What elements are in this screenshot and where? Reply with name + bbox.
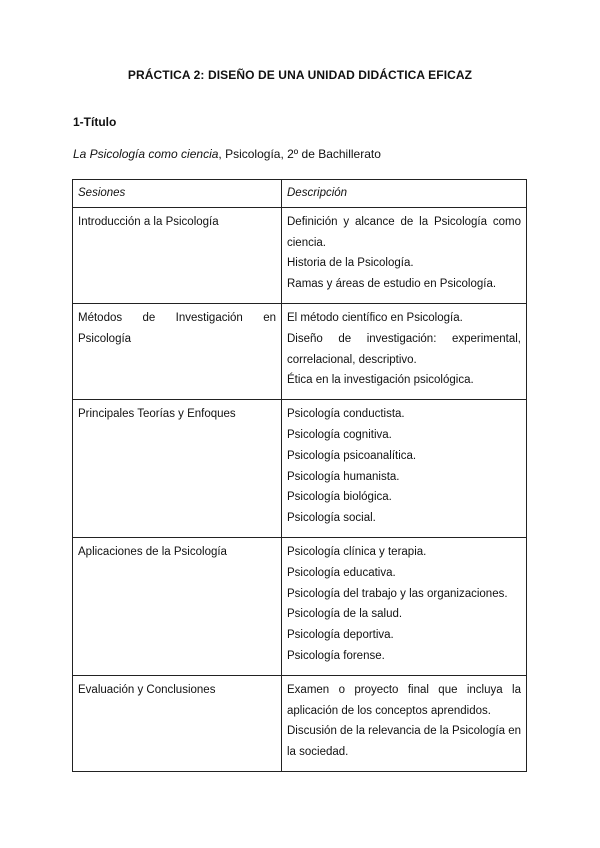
description-item: El método científico en Psicología. bbox=[287, 311, 463, 324]
session-description bbox=[282, 303, 527, 399]
session-name: Métodos de Investigación en Psicología bbox=[73, 303, 282, 399]
unit-subject-line bbox=[73, 147, 381, 161]
session-name: Aplicaciones de la Psicología bbox=[73, 537, 282, 675]
description-item: Psicología deportiva. bbox=[287, 629, 394, 642]
description-item: Psicología conductista. bbox=[287, 408, 405, 421]
column-header-description: Descripción bbox=[282, 180, 527, 208]
description-item: Psicología forense. bbox=[287, 649, 385, 662]
sessions-table bbox=[72, 179, 527, 772]
session-description bbox=[282, 537, 527, 675]
document-title: PRÁCTICA 2: DISEÑO DE UNA UNIDAD DIDÁCTICA EFICAZ bbox=[127, 68, 473, 82]
description-item: Discusión de la relevancia de la Psicología en la sociedad. bbox=[287, 725, 521, 759]
description-item: Psicología educativa. bbox=[287, 566, 396, 579]
table-row bbox=[73, 537, 527, 675]
session-name: Evaluación y Conclusiones bbox=[73, 675, 282, 771]
description-item: Psicología del trabajo y las organizaciones. bbox=[287, 587, 508, 600]
session-name: Introducción a la Psicología bbox=[73, 207, 282, 303]
table-row bbox=[73, 207, 527, 303]
description-item: Psicología cognitiva. bbox=[287, 428, 392, 441]
table-row bbox=[73, 675, 527, 771]
description-item: Ramas y áreas de estudio en Psicología. bbox=[287, 278, 497, 291]
session-description bbox=[282, 400, 527, 538]
session-description bbox=[282, 675, 527, 771]
column-header-sessions: Sesiones bbox=[73, 180, 282, 208]
table-header-row bbox=[73, 180, 527, 208]
description-item: Psicología clínica y terapia. bbox=[287, 545, 427, 558]
description-item: Psicología social. bbox=[287, 512, 376, 525]
description-item: Ética en la investigación psicológica. bbox=[287, 374, 474, 387]
description-item: Psicología biológica. bbox=[287, 491, 392, 504]
description-item: Definición y alcance de la Psicología como ciencia. bbox=[287, 215, 521, 249]
section-heading: 1-Título bbox=[73, 115, 117, 129]
unit-title: La Psicología como ciencia bbox=[73, 147, 219, 161]
description-item: Diseño de investigación: experimental, correlacional, descriptivo. bbox=[287, 332, 521, 366]
description-item: Psicología humanista. bbox=[287, 470, 400, 483]
table-row bbox=[73, 400, 527, 538]
session-name: Principales Teorías y Enfoques bbox=[73, 400, 282, 538]
unit-subject: , Psicología, 2º de Bachillerato bbox=[218, 147, 381, 161]
table-row bbox=[73, 303, 527, 399]
description-item: Historia de la Psicología. bbox=[287, 257, 414, 270]
session-description bbox=[282, 207, 527, 303]
description-item: Examen o proyecto final que incluya la aplicación de los conceptos aprendidos. bbox=[287, 683, 521, 717]
description-item: Psicología psicoanalítica. bbox=[287, 449, 417, 462]
description-item: Psicología de la salud. bbox=[287, 608, 403, 621]
